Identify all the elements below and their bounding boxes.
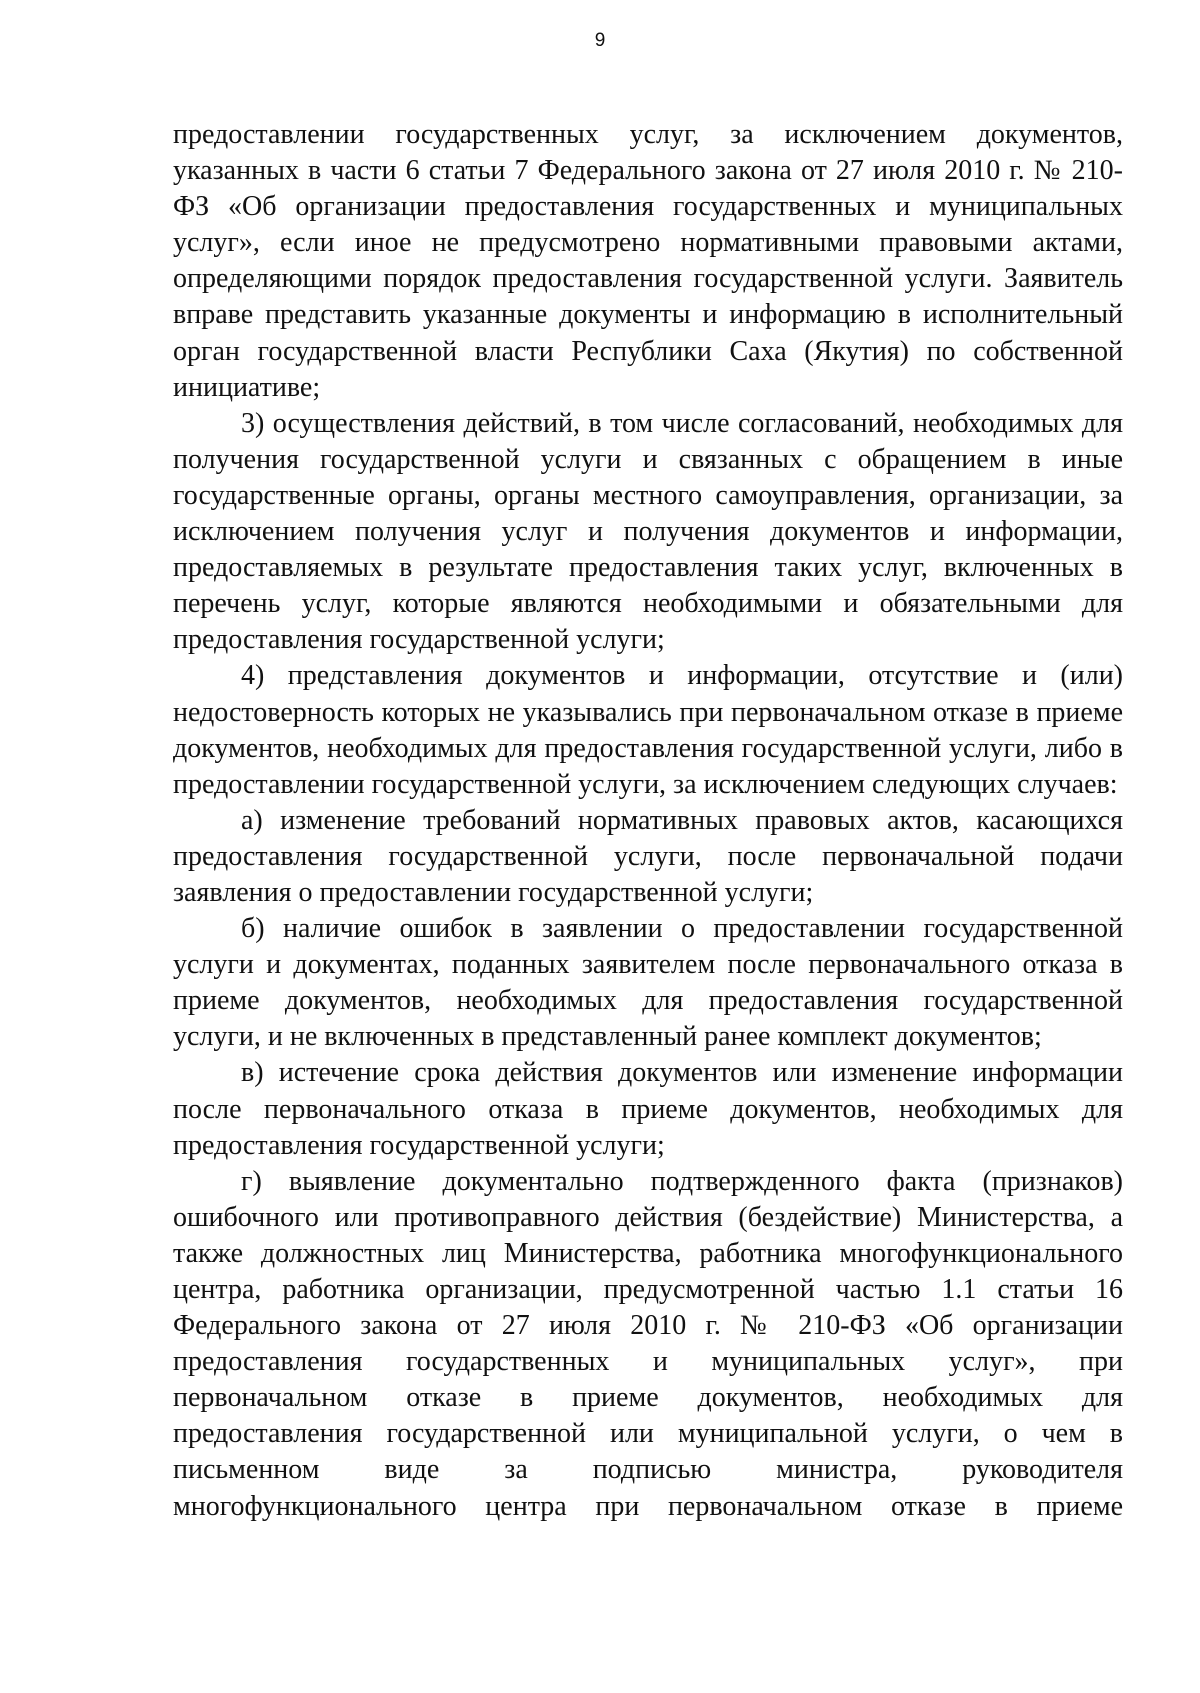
paragraph-subitem-b: б) наличие ошибок в заявлении о предоставлении государственной услуги и документах, поданных заявителем после первоначального отказа в приеме документов, необходимых для предоставления государственной услуги, и не включенных в представленный ранее комплект документов;: [173, 913, 1123, 1053]
paragraph-subitem-a: а) изменение требований нормативных правовых актов, касающихся предоставления государственной услуги, после первоначальной подачи заявления о предоставлении государственной услуги;: [173, 804, 1123, 908]
document-body: [173, 117, 1123, 1525]
paragraph-continued: предоставлении государственных услуг, за исключением документов, указанных в части 6 статьи 7 Федерального закона от 27 июля 2010 г. № 210-ФЗ «Об организации предоставления государственных и муниципальных услуг», если иное не предусмотрено нормативными правовыми актами, определяющими порядок предоставления государственной услуги. Заявитель вправе представить указанные документы и информацию в исполнительный орган государственной власти Республики Саха (Якутия) по собственной инициативе;: [173, 119, 1123, 403]
page-number: 9: [594, 30, 606, 51]
paragraph-subitem-v: в) истечение срока действия документов или изменение информации после первоначального отказа в приеме документов, необходимых для предоставления государственной услуги;: [173, 1057, 1123, 1161]
paragraph-item-4: 4) представления документов и информации, отсутствие и (или) недостоверность которых не указывались при первоначальном отказе в приеме документов, необходимых для предоставления государственной услуги, либо в предоставлении государственной услуги, за исключением следующих случаев:: [173, 660, 1123, 800]
paragraph-subitem-g: г) выявление документально подтвержденного факта (признаков) ошибочного или противоправного действия (бездействие) Министерства, а также должностных лиц Министерства, работника многофункционального центра, работника организации, предусмотренной частью 1.1 статьи 16 Федерального закона от 27 июля 2010 г. № 210-ФЗ «Об организации предоставления государственных и муниципальных услуг», при первоначальном отказе в приеме документов, необходимых для предоставления государственной или муниципальной услуги, о чем в письменном виде за подписью министра, руководителя многофункционального центра при первоначальном отказе в приеме: [173, 1165, 1123, 1522]
paragraph-item-3: 3) осуществления действий, в том числе согласований, необходимых для получения государственной услуги и связанных с обращением в иные государственные органы, органы местного самоуправления, организации, за исключением получения услуг и получения документов и информации, предоставляемых в результате предоставления таких услуг, включенных в перечень услуг, которые являются необходимыми и обязательными для предоставления государственной услуги;: [173, 407, 1123, 656]
